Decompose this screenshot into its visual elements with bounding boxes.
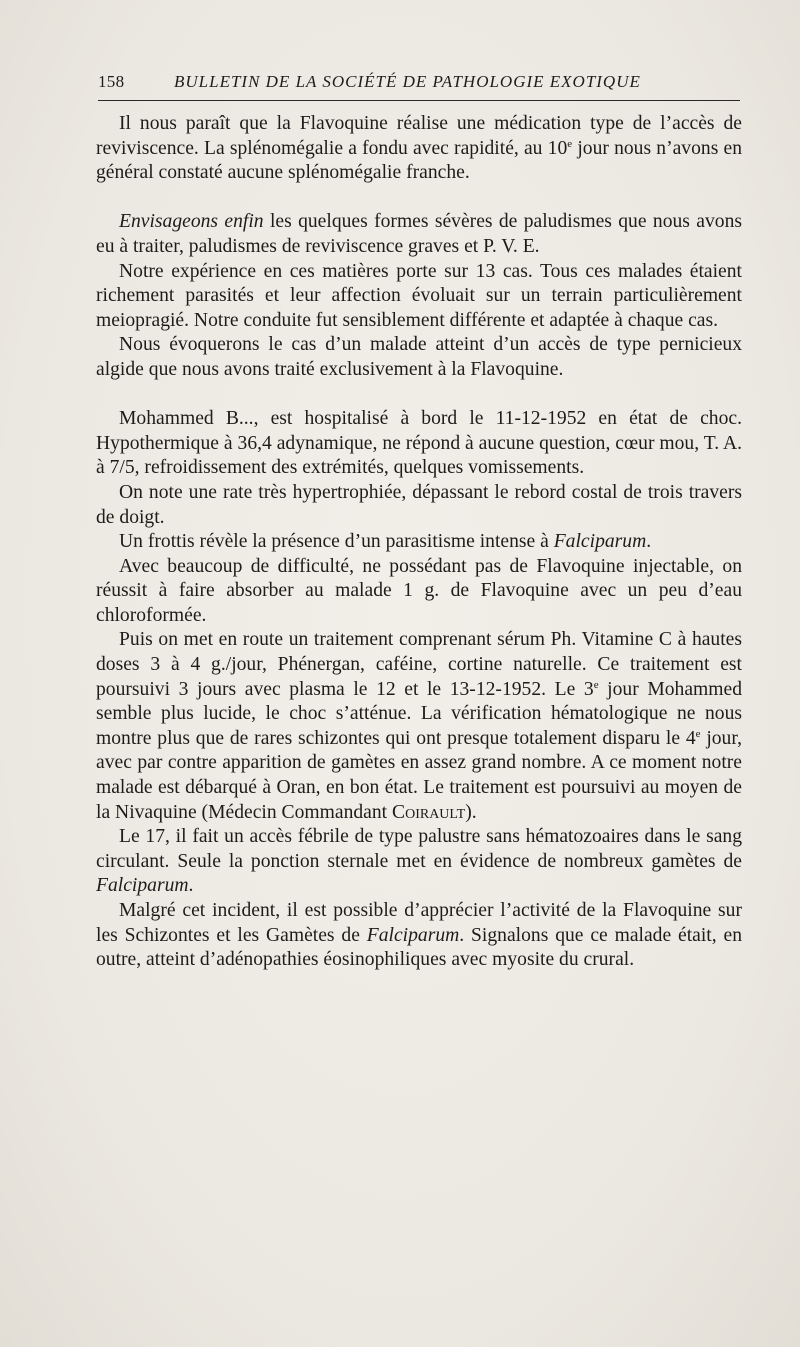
text-run: .	[646, 531, 652, 553]
paragraph-spleen: On note une rate très hypertrophiée, dépassant le rebord costal de trois travers de doigt.	[96, 481, 742, 528]
header-rule	[98, 100, 740, 101]
superscript: e	[695, 727, 701, 740]
paragraph-case-admission: Mohammed B..., est hospitalisé à bord le 11-12-1952 en état de choc. Hypothermique à 36,4 adynamique, ne répond à aucune question, cœur mou, T. A. à 7/5, refroidissement des extrémités, quelques vomissements.	[96, 408, 742, 479]
text-run: . Signalons que ce malade était, en outre, atteint d’adénopathies éosinophiliques avec myosite du crural.	[96, 924, 742, 971]
text-run: jour Mohammed semble plus lucide, le choc s’atténue. La vérification hématologique ne nous montre plus que de rares schizontes qui ont presque totalement disparu le 4	[96, 678, 743, 749]
paragraph-experience: Notre expérience en ces matières porte sur 13 cas. Tous ces malades étaient richement parasités et leur affection évoluait sur un terrain particulièrement meiopragié. Notre conduite fut sensiblement différente et adaptée à chaque cas.	[96, 260, 742, 331]
superscript: e	[567, 137, 573, 150]
text-run: .	[188, 875, 194, 897]
species-name: Falciparum	[366, 924, 460, 946]
text-run: Malgré cet incident, il est possible d’apprécier l’activité de la Flavoquine sur les Schizontes et les Gamètes de	[96, 900, 742, 946]
species-name: Falciparum	[553, 531, 647, 553]
text-run: jour nous n’avons en général constaté aucune splénomégalie franche.	[96, 137, 743, 184]
text-run: Il nous paraît que la Flavoquine réalise une médication type de l’accès de reviviscence. La splénomégalie a fondu avec rapidité, au 10	[96, 113, 742, 159]
paragraph-case-intro: Nous évoquerons le cas d’un malade atteint d’un accès de type pernicieux algide que nous avons traité exclusivement à la Flavoquine.	[96, 334, 742, 380]
text-run: jour, avec par contre apparition de gamètes en assez grand nombre. A ce moment notre malade est débarqué à Oran, en bon état. Le traitement est poursuivi au moyen de la Nivaquine (Médecin Commandant	[96, 727, 742, 823]
paragraph-relapse	[96, 825, 742, 899]
paragraph-treatment	[96, 628, 742, 825]
paragraph-oral-dose: Avec beaucoup de difficulté, ne possédant pas de Flavoquine injectable, on réussit à faire absorber au malade 1 g. de Flavoquine avec un peu d’eau chloroformée.	[96, 555, 742, 626]
page-number: 158	[98, 72, 125, 91]
paragraph-severe-forms	[96, 210, 742, 259]
running-head: BULLETIN DE LA SOCIÉTÉ DE PATHOLOGIE EXOTIQUE	[174, 72, 641, 91]
article-body	[96, 112, 742, 973]
page-header	[98, 72, 740, 96]
paragraph-splenomegaly	[96, 112, 742, 186]
physician-name: Coirault	[392, 801, 466, 823]
italic-lead: Envisageons enfin	[119, 211, 264, 233]
superscript: e	[593, 678, 599, 691]
text-run: ).	[465, 801, 477, 823]
species-name: Falciparum	[96, 875, 189, 897]
text-run: Le 17, il fait un accès fébrile de type palustre sans hématozoaires dans le sang circulant. Seule la ponction sternale met en évidence de nombreux gamètes de	[96, 826, 742, 872]
text-run: Un frottis révèle la présence d’un parasitisme intense à	[119, 531, 554, 553]
text-run: les quelques formes sévères de paludismes que nous avons eu à traiter, paludismes de reviviscence graves et P. V. E.	[96, 211, 743, 257]
paragraph-conclusion	[96, 899, 742, 973]
text-run: Puis on met en route un traitement comprenant sérum Ph. Vitamine C à hautes doses 3 à 4 g./jour, Phénergan, caféine, cortine naturelle. Ce traitement est poursuivi 3 jours avec plasma le 12 et le 13-12-1952. Le 3	[96, 629, 742, 700]
paragraph-smear	[96, 530, 742, 555]
